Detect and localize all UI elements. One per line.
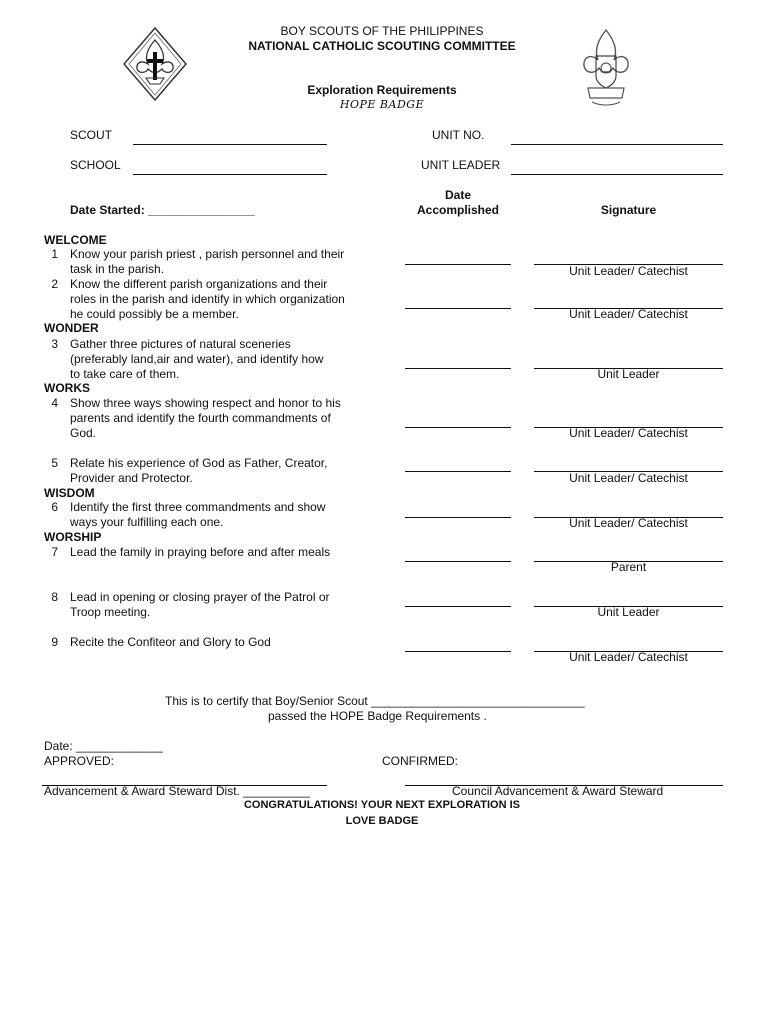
certify-statement: This is to certify that Boy/Senior Scout ________________________________ bbox=[165, 694, 585, 708]
requirement-number: 7 bbox=[51, 545, 58, 559]
scout-field[interactable] bbox=[133, 144, 327, 145]
date-accomplished-line[interactable] bbox=[405, 264, 511, 265]
requirement-number: 3 bbox=[51, 337, 58, 351]
signer-role: Unit Leader/ Catechist bbox=[569, 516, 688, 530]
requirement-text: he could possibly be a member. bbox=[70, 307, 239, 321]
requirement-text: (preferably land,air and water), and identify how bbox=[70, 352, 324, 366]
requirement-text: Know your parish priest , parish personnel and their bbox=[70, 247, 345, 261]
requirement-text: Lead the family in praying before and after meals bbox=[70, 545, 331, 559]
requirement-text: Relate his experience of God as Father, Creator, bbox=[70, 456, 328, 470]
district-steward-label: Advancement & Award Steward Dist. __________ bbox=[44, 784, 310, 798]
date-column-header-line1: Date bbox=[444, 188, 471, 202]
requirement-text: Gather three pictures of natural sceneries bbox=[70, 337, 291, 351]
date-started-field[interactable]: Date Started: ________________ bbox=[70, 203, 255, 217]
unit-no-field[interactable] bbox=[511, 144, 723, 145]
requirement-text: parents and identify the fourth commandments of bbox=[70, 411, 331, 425]
requirement-text: Recite the Confiteor and Glory to God bbox=[70, 635, 271, 649]
catholic-scouting-logo bbox=[122, 26, 188, 102]
committee-name: NATIONAL CATHOLIC SCOUTING COMMITTEE bbox=[248, 39, 516, 53]
signer-role: Unit Leader/ Catechist bbox=[569, 307, 688, 321]
signer-role: Unit Leader bbox=[597, 367, 660, 381]
school-label: SCHOOL bbox=[70, 158, 121, 172]
requirement-text: task in the parish. bbox=[70, 262, 165, 276]
document-title: Exploration Requirements bbox=[307, 83, 457, 97]
requirement-text: Show three ways showing respect and honor to his bbox=[70, 396, 341, 410]
signer-role: Unit Leader/ Catechist bbox=[569, 264, 688, 278]
requirement-text: Identify the first three commandments and show bbox=[70, 500, 326, 514]
unit-no-label: UNIT NO. bbox=[432, 128, 485, 142]
date-accomplished-line[interactable] bbox=[405, 651, 511, 652]
signer-role: Unit Leader bbox=[597, 605, 660, 619]
council-steward-label: Council Advancement & Award Steward bbox=[452, 784, 664, 798]
signer-role: Unit Leader/ Catechist bbox=[569, 471, 688, 485]
confirmed-label: CONFIRMED: bbox=[382, 754, 458, 768]
requirement-number: 2 bbox=[51, 277, 58, 291]
requirement-number: 1 bbox=[51, 247, 58, 261]
date-accomplished-line[interactable] bbox=[405, 427, 511, 428]
unit-leader-label: UNIT LEADER bbox=[421, 158, 501, 172]
requirement-number: 4 bbox=[51, 396, 58, 410]
section-welcome: WELCOME bbox=[44, 233, 107, 247]
date-column-header-line2: Accomplished bbox=[416, 203, 500, 217]
boy-scouts-logo bbox=[578, 26, 634, 108]
unit-leader-field[interactable] bbox=[511, 174, 723, 175]
requirement-number: 8 bbox=[51, 590, 58, 604]
certify-passed: passed the HOPE Badge Requirements . bbox=[268, 709, 487, 723]
requirement-text: Troop meeting. bbox=[70, 605, 151, 619]
date-accomplished-line[interactable] bbox=[405, 368, 511, 369]
date-accomplished-line[interactable] bbox=[405, 471, 511, 472]
scout-label: SCOUT bbox=[70, 128, 112, 142]
requirement-text: Know the different parish organizations and their bbox=[70, 277, 328, 291]
date-accomplished-line[interactable] bbox=[405, 517, 511, 518]
signer-role: Parent bbox=[610, 560, 647, 574]
requirement-number: 9 bbox=[51, 635, 58, 649]
signer-role: Unit Leader/ Catechist bbox=[569, 650, 688, 664]
section-wisdom: WISDOM bbox=[44, 486, 95, 500]
approved-label: APPROVED: bbox=[44, 754, 115, 768]
section-worship: WORSHIP bbox=[44, 530, 102, 544]
signer-role: Unit Leader/ Catechist bbox=[569, 426, 688, 440]
requirement-number: 6 bbox=[51, 500, 58, 514]
requirement-text: Lead in opening or closing prayer of the Patrol or bbox=[70, 590, 330, 604]
date-accomplished-line[interactable] bbox=[405, 308, 511, 309]
date-field[interactable]: Date: _____________ bbox=[44, 739, 163, 753]
next-badge-name: LOVE BADGE bbox=[345, 815, 419, 827]
badge-name: HOPE BADGE bbox=[339, 98, 425, 111]
requirement-text: ways your fulfilling each one. bbox=[70, 515, 224, 529]
org-name: BOY SCOUTS OF THE PHILIPPINES bbox=[280, 24, 484, 38]
requirement-text: roles in the parish and identify in which organization bbox=[70, 292, 345, 306]
requirement-number: 5 bbox=[51, 456, 58, 470]
date-accomplished-line[interactable] bbox=[405, 561, 511, 562]
requirement-text: to take care of them. bbox=[70, 367, 180, 381]
congrats-message: CONGRATULATIONS! YOUR NEXT EXPLORATION IS bbox=[243, 799, 521, 811]
requirement-text: Provider and Protector. bbox=[70, 471, 193, 485]
school-field[interactable] bbox=[133, 174, 327, 175]
requirement-text: God. bbox=[70, 426, 97, 440]
date-accomplished-line[interactable] bbox=[405, 606, 511, 607]
section-wonder: WONDER bbox=[44, 321, 99, 335]
section-works: WORKS bbox=[44, 381, 90, 395]
signature-column-header: Signature bbox=[600, 203, 657, 217]
